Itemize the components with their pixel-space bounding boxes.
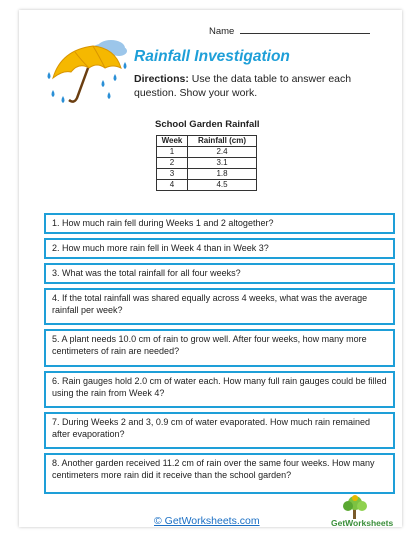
worksheet-page xyxy=(19,10,402,527)
question-text: 8. Another garden received 11.2 cm of rain over the same four weeks. How many centimeters more rain did it receive than the school garden? xyxy=(52,458,375,480)
rainfall-cell: 1.8 xyxy=(188,169,257,180)
umbrella-rain-icon xyxy=(45,32,135,110)
getworksheets-logo xyxy=(331,494,393,530)
question-text: 3. What was the total rainfall for all four weeks? xyxy=(52,268,241,278)
question-box-5[interactable] xyxy=(44,329,395,367)
rainfall-cell: 3.1 xyxy=(188,158,257,169)
question-box-8[interactable] xyxy=(44,453,395,494)
question-box-2[interactable] xyxy=(44,238,395,259)
name-line[interactable] xyxy=(240,24,370,34)
tree-icon xyxy=(335,494,375,520)
week-cell: 2 xyxy=(157,158,188,169)
directions xyxy=(134,72,396,100)
header-rainfall: Rainfall (cm) xyxy=(188,136,257,147)
question-box-4[interactable] xyxy=(44,288,395,325)
header-week: Week xyxy=(157,136,188,147)
name-label: Name xyxy=(209,26,235,37)
rainfall-cell: 4.5 xyxy=(188,180,257,191)
table-row xyxy=(157,169,257,180)
question-box-6[interactable] xyxy=(44,371,395,408)
name-field xyxy=(209,24,370,37)
table-row xyxy=(157,158,257,169)
question-text: 5. A plant needs 10.0 cm of rain to grow well. After four weeks, how many more centimeters of rain are needed? xyxy=(52,334,367,356)
directions-text: Use the data table to answer each question. Show your work. xyxy=(134,73,352,99)
directions-label: Directions: xyxy=(134,73,189,85)
question-list xyxy=(44,213,395,498)
table-row xyxy=(157,180,257,191)
question-box-1[interactable] xyxy=(44,213,395,234)
question-text: 1. How much rain fell during Weeks 1 and 2 altogether? xyxy=(52,218,274,228)
footer-copyright-link[interactable]: © GetWorksheets.com xyxy=(154,515,260,527)
week-cell: 3 xyxy=(157,169,188,180)
question-box-7[interactable] xyxy=(44,412,395,449)
question-text: 4. If the total rainfall was shared equally across 4 weeks, what was the average rainfall per week? xyxy=(52,293,368,315)
week-cell: 1 xyxy=(157,147,188,158)
question-text: 2. How much more rain fell in Week 4 than in Week 3? xyxy=(52,243,269,253)
week-cell: 4 xyxy=(157,180,188,191)
table-title: School Garden Rainfall xyxy=(155,119,260,130)
question-text: 7. During Weeks 2 and 3, 0.9 cm of water evaporated. How much rain remained after evaporation? xyxy=(52,417,370,439)
worksheet-title: Rainfall Investigation xyxy=(134,48,290,65)
rainfall-table xyxy=(156,135,257,191)
rainfall-cell: 2.4 xyxy=(188,147,257,158)
logo-text: GetWorksheets xyxy=(331,518,394,528)
table-row xyxy=(157,147,257,158)
question-text: 6. Rain gauges hold 2.0 cm of water each. How many full rain gauges could be filled using the rain from Week 4? xyxy=(52,376,387,398)
question-box-3[interactable] xyxy=(44,263,395,284)
